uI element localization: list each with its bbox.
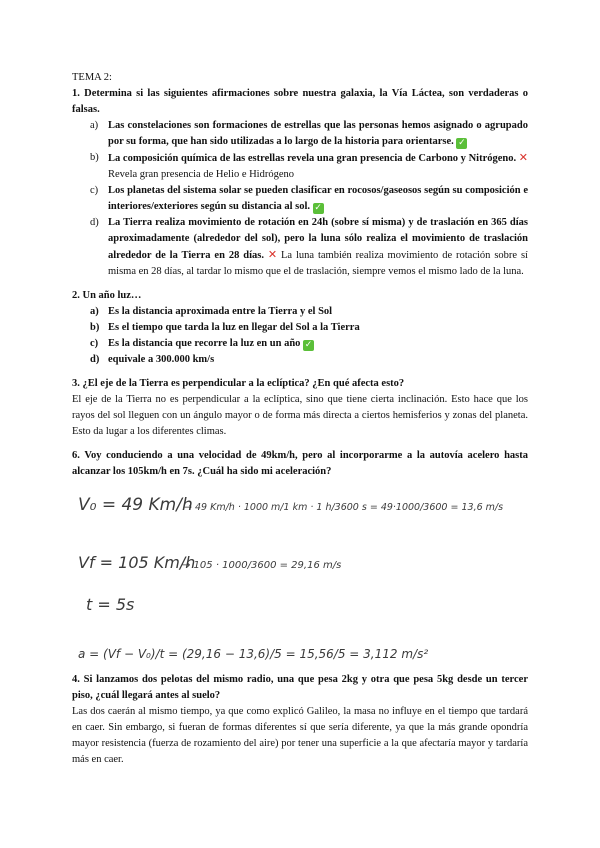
item-marker: c) (90, 338, 99, 349)
q2-list (72, 304, 528, 368)
q1-list (72, 118, 528, 280)
list-item (72, 150, 528, 183)
q4-answer: Las dos caerán al mismo tiempo, ya que como explicó Galileo, la masa no influye en el tiempo que tardará en caer. Sin embargo, si fueran de formas diferentes sí que sería diferente, ya que la más grande opondría mayor resistencia (fuerza de rozamiento del aire) por tener una superficie a la que afectaría mayor y tardaría más en caer. (72, 706, 528, 765)
q3-heading: 3. ¿El eje de la Tierra es perpendicular a la eclíptica? ¿En qué afecta esto? (72, 378, 405, 389)
q2-heading: 2. Un año luz… (72, 290, 142, 301)
item-marker: b) (90, 152, 99, 163)
item-note: La luna también realiza movimiento de rotación sobre sí misma en 28 días, al tardar lo mismo que el de traslación, siempre vemos el mismo lado de la luna. (108, 250, 528, 277)
hw-v0-conversion: → 49 Km/h · 1000 m/1 km · 1 h/3600 s = 49·1000/3600 = 13,6 m/s (184, 502, 504, 513)
list-item (72, 320, 528, 336)
handwritten-solution (72, 486, 528, 672)
q3-answer: El eje de la Tierra no es perpendicular a la eclíptica, sino que tiene cierta inclinación. Esto hace que los rayos del sol lleguen con un ángulo mayor o de forma más directa a ciertos hemisferios y zonas del planeta. Esto da lugar a los diferentes climas. (72, 394, 528, 437)
hw-acceleration: a = (Vf − V₀)/t = (29,16 − 13,6)/5 = 15,56/5 = 3,112 m/s² (78, 647, 429, 661)
item-text: La Tierra realiza movimiento de rotación en 24h (sobre sí misma) y de traslación en 365 días aproximadamente (alrededor del sol), pero la luna sólo realiza el movimiento de traslación alrededor de la Tierra en 28 días. ✕ La luna también realiza movimiento de rotación sobre sí misma en 28 días, al tardar lo mismo que el de traslación, siempre vemos el mismo lado de la luna. (108, 217, 528, 277)
hw-vf: Vf = 105 Km/h (78, 553, 196, 572)
item-marker: c) (90, 185, 99, 196)
list-item (72, 336, 528, 352)
document-page (72, 70, 528, 768)
q6-heading: 6. Voy conduciendo a una velocidad de 49km/h, pero al incorporarme a la autovía acelero hasta alcanzar los 105km/h en 7s. ¿Cuál ha sido mi aceleración? (72, 450, 528, 477)
item-text: Es el tiempo que tarda la luz en llegar del Sol a la Tierra (108, 322, 360, 333)
list-item (72, 304, 528, 320)
list-item (72, 183, 528, 215)
check-mark-icon: ✓ (304, 340, 313, 350)
item-text: Es la distancia aproximada entre la Tierra y el Sol (108, 306, 333, 317)
item-text: La composición química de las estrellas revela una gran presencia de Carbono y Nitrógeno. ✕ Revela gran presencia de Helio e Hidrógeno (108, 151, 528, 180)
list-item (72, 215, 528, 280)
item-text: Las constelaciones son formaciones de estrellas que las personas hemos asignado o agrupado por su forma, que han sido utilizadas a lo largo de la historia para orientarse. ✓ (108, 120, 528, 148)
item-marker: d) (90, 217, 99, 228)
cross-mark-icon: ✕ (267, 248, 278, 261)
handwriting-image (72, 486, 528, 672)
hw-v0: V₀ = 49 Km/h (78, 495, 193, 515)
item-note: Revela gran presencia de Helio e Hidrógeno (108, 169, 295, 180)
item-text: equivale a 300.000 km/s (108, 354, 215, 365)
item-marker: d) (90, 354, 100, 365)
list-item (72, 352, 528, 368)
item-marker: b) (90, 322, 100, 333)
q4-heading: 4. Si lanzamos dos pelotas del mismo radio, una que pesa 2kg y otra que pesa 5kg desde un tercer piso, ¿cuál llegará antes al suelo? (72, 674, 528, 701)
hw-vf-conversion: → 105 · 1000/3600 = 29,16 m/s (182, 560, 342, 571)
list-item (72, 118, 528, 150)
cross-mark-icon: ✕ (518, 151, 528, 164)
hw-time: t = 5s (86, 595, 135, 614)
item-text: Es la distancia que recorre la luz en un año ✓ (108, 338, 313, 350)
check-mark-icon: ✓ (314, 203, 322, 213)
q1-heading: 1. Determina si las siguientes afirmaciones sobre nuestra galaxia, la Vía Láctea, son verdaderas o falsas. (72, 88, 528, 115)
check-mark-icon: ✓ (458, 138, 466, 148)
item-text: Los planetas del sistema solar se pueden clasificar en rocosos/gaseosos según su composición e interiores/exteriores según su distancia al sol. ✓ (108, 185, 528, 213)
item-marker: a) (90, 306, 99, 317)
page-title: TEMA 2: (72, 72, 112, 83)
item-marker: a) (90, 120, 99, 131)
